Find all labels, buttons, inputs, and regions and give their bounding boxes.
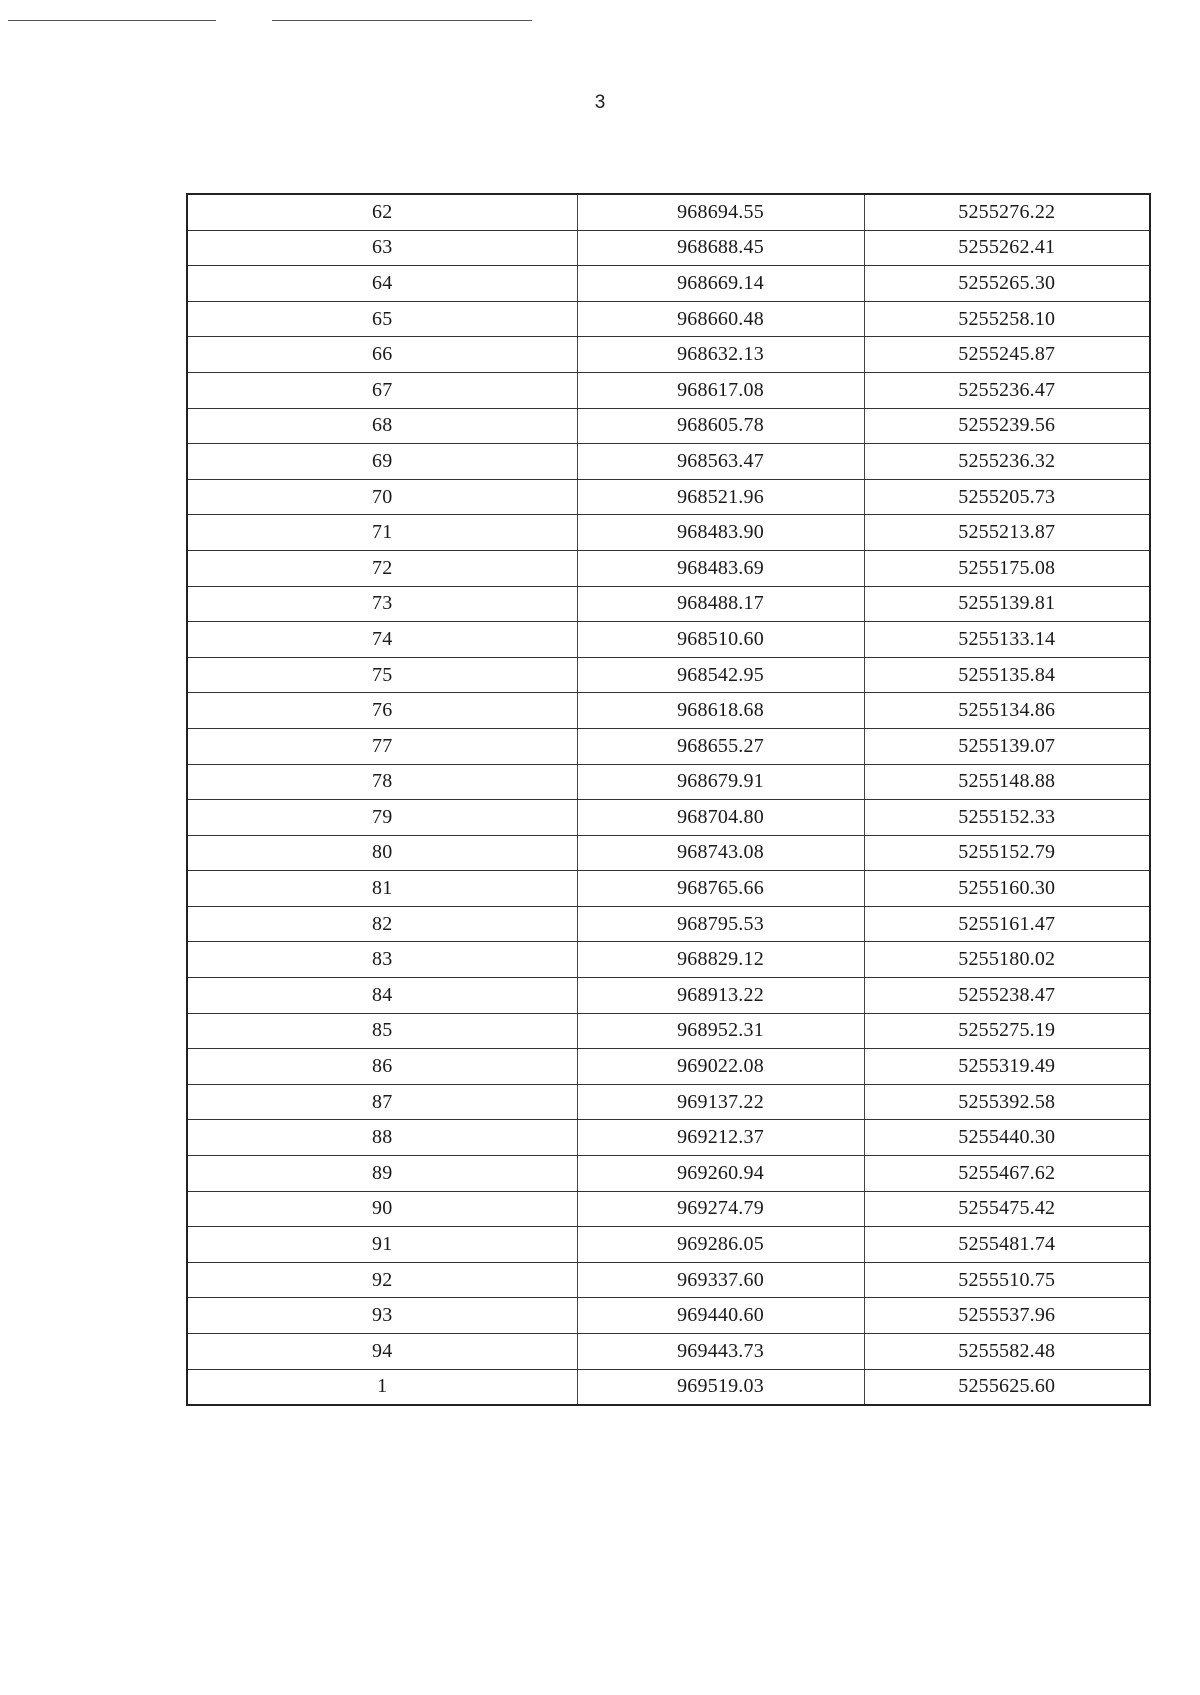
point-number-cell: 79 xyxy=(187,800,577,836)
x-coordinate-cell: 969440.60 xyxy=(577,1298,864,1334)
x-coordinate-cell: 969212.37 xyxy=(577,1120,864,1156)
coordinate-table xyxy=(186,193,1151,1406)
y-coordinate-cell: 5255139.07 xyxy=(864,728,1150,764)
point-number-cell: 91 xyxy=(187,1227,577,1263)
table-row xyxy=(187,942,1150,978)
point-number-cell: 72 xyxy=(187,550,577,586)
y-coordinate-cell: 5255440.30 xyxy=(864,1120,1150,1156)
point-number-cell: 76 xyxy=(187,693,577,729)
x-coordinate-cell: 968618.68 xyxy=(577,693,864,729)
y-coordinate-cell: 5255262.41 xyxy=(864,230,1150,266)
point-number-cell: 63 xyxy=(187,230,577,266)
table-row xyxy=(187,515,1150,551)
header-rule-right xyxy=(272,20,532,21)
point-number-cell: 68 xyxy=(187,408,577,444)
table-row xyxy=(187,871,1150,907)
table-row xyxy=(187,194,1150,230)
point-number-cell: 86 xyxy=(187,1049,577,1085)
x-coordinate-cell: 969443.73 xyxy=(577,1334,864,1370)
x-coordinate-cell: 968688.45 xyxy=(577,230,864,266)
point-number-cell: 65 xyxy=(187,301,577,337)
point-number-cell: 64 xyxy=(187,266,577,302)
y-coordinate-cell: 5255510.75 xyxy=(864,1262,1150,1298)
table-row xyxy=(187,1084,1150,1120)
y-coordinate-cell: 5255276.22 xyxy=(864,194,1150,230)
y-coordinate-cell: 5255475.42 xyxy=(864,1191,1150,1227)
table-row xyxy=(187,1369,1150,1405)
table-row xyxy=(187,408,1150,444)
x-coordinate-cell: 968795.53 xyxy=(577,906,864,942)
point-number-cell: 62 xyxy=(187,194,577,230)
x-coordinate-cell: 969519.03 xyxy=(577,1369,864,1405)
table-row xyxy=(187,230,1150,266)
table-row xyxy=(187,906,1150,942)
table-row xyxy=(187,479,1150,515)
y-coordinate-cell: 5255481.74 xyxy=(864,1227,1150,1263)
point-number-cell: 77 xyxy=(187,728,577,764)
y-coordinate-cell: 5255582.48 xyxy=(864,1334,1150,1370)
y-coordinate-cell: 5255175.08 xyxy=(864,550,1150,586)
point-number-cell: 84 xyxy=(187,978,577,1014)
y-coordinate-cell: 5255392.58 xyxy=(864,1084,1150,1120)
y-coordinate-cell: 5255467.62 xyxy=(864,1156,1150,1192)
y-coordinate-cell: 5255160.30 xyxy=(864,871,1150,907)
x-coordinate-cell: 968483.69 xyxy=(577,550,864,586)
x-coordinate-cell: 969286.05 xyxy=(577,1227,864,1263)
y-coordinate-cell: 5255152.79 xyxy=(864,835,1150,871)
x-coordinate-cell: 969260.94 xyxy=(577,1156,864,1192)
point-number-cell: 85 xyxy=(187,1013,577,1049)
table-row xyxy=(187,444,1150,480)
point-number-cell: 82 xyxy=(187,906,577,942)
table-row xyxy=(187,1262,1150,1298)
y-coordinate-cell: 5255205.73 xyxy=(864,479,1150,515)
x-coordinate-cell: 969274.79 xyxy=(577,1191,864,1227)
x-coordinate-cell: 968660.48 xyxy=(577,301,864,337)
x-coordinate-cell: 968488.17 xyxy=(577,586,864,622)
table-row xyxy=(187,266,1150,302)
header-rule-left xyxy=(8,20,216,21)
y-coordinate-cell: 5255133.14 xyxy=(864,622,1150,658)
x-coordinate-cell: 968617.08 xyxy=(577,372,864,408)
x-coordinate-cell: 968563.47 xyxy=(577,444,864,480)
point-number-cell: 83 xyxy=(187,942,577,978)
table-row xyxy=(187,586,1150,622)
x-coordinate-cell: 968679.91 xyxy=(577,764,864,800)
point-number-cell: 1 xyxy=(187,1369,577,1405)
x-coordinate-cell: 968655.27 xyxy=(577,728,864,764)
x-coordinate-cell: 969337.60 xyxy=(577,1262,864,1298)
point-number-cell: 92 xyxy=(187,1262,577,1298)
point-number-cell: 80 xyxy=(187,835,577,871)
coordinate-table-body xyxy=(187,194,1150,1405)
table-row xyxy=(187,693,1150,729)
y-coordinate-cell: 5255275.19 xyxy=(864,1013,1150,1049)
point-number-cell: 70 xyxy=(187,479,577,515)
table-row xyxy=(187,372,1150,408)
x-coordinate-cell: 968483.90 xyxy=(577,515,864,551)
point-number-cell: 71 xyxy=(187,515,577,551)
table-row xyxy=(187,622,1150,658)
x-coordinate-cell: 969022.08 xyxy=(577,1049,864,1085)
x-coordinate-cell: 968913.22 xyxy=(577,978,864,1014)
point-number-cell: 74 xyxy=(187,622,577,658)
y-coordinate-cell: 5255265.30 xyxy=(864,266,1150,302)
table-row xyxy=(187,657,1150,693)
x-coordinate-cell: 968704.80 xyxy=(577,800,864,836)
y-coordinate-cell: 5255152.33 xyxy=(864,800,1150,836)
y-coordinate-cell: 5255258.10 xyxy=(864,301,1150,337)
x-coordinate-cell: 968510.60 xyxy=(577,622,864,658)
table-row xyxy=(187,1298,1150,1334)
point-number-cell: 88 xyxy=(187,1120,577,1156)
y-coordinate-cell: 5255319.49 xyxy=(864,1049,1150,1085)
x-coordinate-cell: 968669.14 xyxy=(577,266,864,302)
table-row xyxy=(187,1049,1150,1085)
point-number-cell: 90 xyxy=(187,1191,577,1227)
y-coordinate-cell: 5255180.02 xyxy=(864,942,1150,978)
x-coordinate-cell: 968694.55 xyxy=(577,194,864,230)
x-coordinate-cell: 969137.22 xyxy=(577,1084,864,1120)
y-coordinate-cell: 5255236.47 xyxy=(864,372,1150,408)
table-row xyxy=(187,1013,1150,1049)
table-row xyxy=(187,1120,1150,1156)
point-number-cell: 93 xyxy=(187,1298,577,1334)
table-row xyxy=(187,728,1150,764)
table-row xyxy=(187,1334,1150,1370)
x-coordinate-cell: 968952.31 xyxy=(577,1013,864,1049)
table-row xyxy=(187,835,1150,871)
y-coordinate-cell: 5255236.32 xyxy=(864,444,1150,480)
table-row xyxy=(187,301,1150,337)
table-row xyxy=(187,1227,1150,1263)
x-coordinate-cell: 968632.13 xyxy=(577,337,864,373)
point-number-cell: 66 xyxy=(187,337,577,373)
y-coordinate-cell: 5255245.87 xyxy=(864,337,1150,373)
y-coordinate-cell: 5255139.81 xyxy=(864,586,1150,622)
table-row xyxy=(187,1156,1150,1192)
x-coordinate-cell: 968542.95 xyxy=(577,657,864,693)
point-number-cell: 94 xyxy=(187,1334,577,1370)
point-number-cell: 89 xyxy=(187,1156,577,1192)
x-coordinate-cell: 968521.96 xyxy=(577,479,864,515)
y-coordinate-cell: 5255148.88 xyxy=(864,764,1150,800)
table-row xyxy=(187,337,1150,373)
point-number-cell: 87 xyxy=(187,1084,577,1120)
x-coordinate-cell: 968765.66 xyxy=(577,871,864,907)
table-row xyxy=(187,764,1150,800)
page-number: 3 xyxy=(594,92,606,113)
table-row xyxy=(187,800,1150,836)
y-coordinate-cell: 5255135.84 xyxy=(864,657,1150,693)
point-number-cell: 75 xyxy=(187,657,577,693)
y-coordinate-cell: 5255239.56 xyxy=(864,408,1150,444)
y-coordinate-cell: 5255537.96 xyxy=(864,1298,1150,1334)
y-coordinate-cell: 5255161.47 xyxy=(864,906,1150,942)
y-coordinate-cell: 5255238.47 xyxy=(864,978,1150,1014)
x-coordinate-cell: 968829.12 xyxy=(577,942,864,978)
point-number-cell: 69 xyxy=(187,444,577,480)
point-number-cell: 67 xyxy=(187,372,577,408)
y-coordinate-cell: 5255134.86 xyxy=(864,693,1150,729)
point-number-cell: 81 xyxy=(187,871,577,907)
table-row xyxy=(187,550,1150,586)
point-number-cell: 78 xyxy=(187,764,577,800)
y-coordinate-cell: 5255213.87 xyxy=(864,515,1150,551)
point-number-cell: 73 xyxy=(187,586,577,622)
x-coordinate-cell: 968743.08 xyxy=(577,835,864,871)
table-row xyxy=(187,1191,1150,1227)
x-coordinate-cell: 968605.78 xyxy=(577,408,864,444)
y-coordinate-cell: 5255625.60 xyxy=(864,1369,1150,1405)
table-row xyxy=(187,978,1150,1014)
